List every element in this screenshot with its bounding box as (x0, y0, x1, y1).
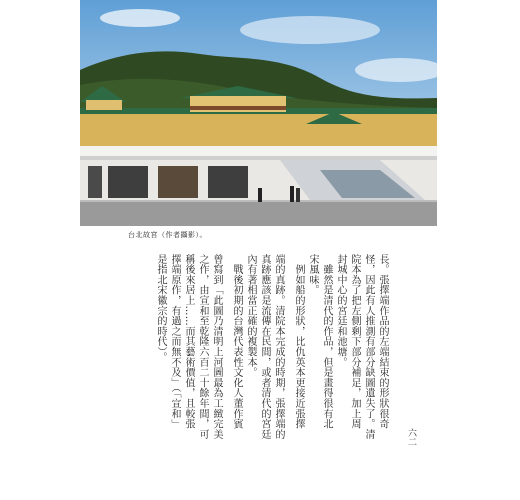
text-column: 院本為了把左側剩下部分補足，加上周 (349, 254, 360, 430)
text-column: 例如船的形狀，比仇英本更接近張擇 (293, 254, 304, 430)
text-column: 雖然是清代的作品，但是畫得很有北 (321, 254, 332, 430)
text-column: 端的真跡。清院本完成的時期，張擇端的 (273, 254, 284, 440)
text-column: 封城中心的宮廷和池塘。 (335, 254, 346, 368)
museum-photo (80, 0, 437, 226)
text-column: 是指北宋徽宗的時代）。 (155, 254, 166, 363)
text-column: 怪，因此有人推測有部分缺圖遺失了。清 (363, 254, 374, 440)
text-column: 擇端原作，有過之而無不及」（「宣和」 (169, 254, 180, 430)
text-column: 宋風味。 (307, 254, 318, 296)
text-column: 曾寫到「此圖乃清明上河圖最為工緻完美 (211, 254, 222, 440)
vertical-text-body (126, 254, 388, 440)
photo-caption: 台北故宮（作者攝影）。 (128, 231, 207, 239)
text-column: 之作，由宣和至乾隆六百二十餘年間，可 (197, 254, 208, 440)
text-column: 長。張擇端作品的左端結束的形狀很奇 (377, 254, 388, 430)
text-column: 稱後來居上……而其藝術價值，且較張 (183, 254, 194, 430)
page-number: 六二 (406, 428, 416, 446)
text-column: 真跡應該是流傳在民間，或者清代的宮廷 (259, 254, 270, 440)
text-column: 內有著相當正確的複製本。 (245, 254, 256, 378)
text-column: 戰後初期的台灣代表性文化人董作賓 (231, 254, 242, 430)
